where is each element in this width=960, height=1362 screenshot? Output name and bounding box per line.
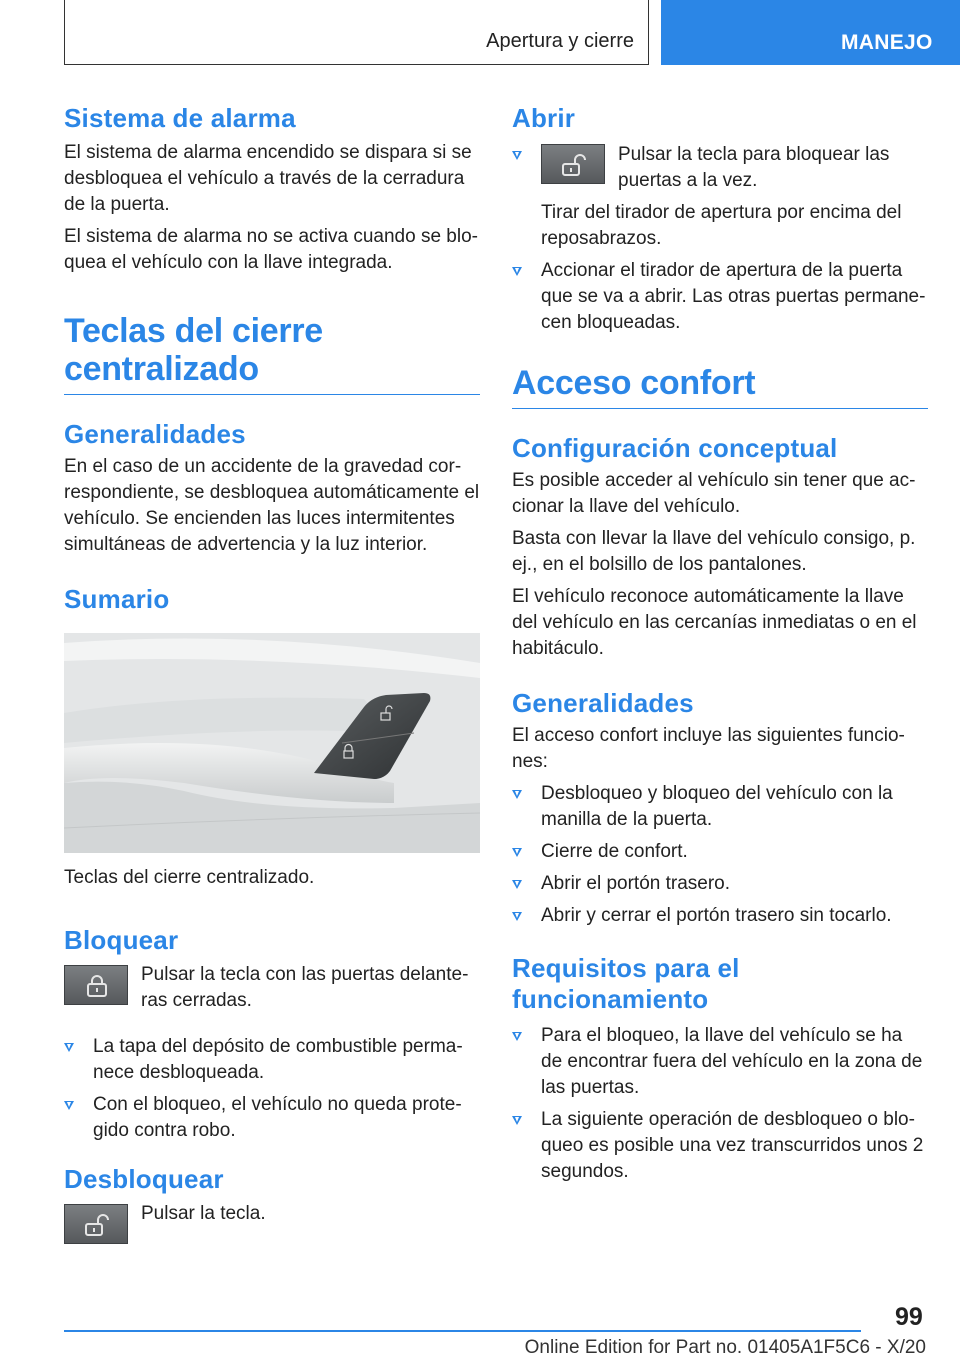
open-instruction-2: Tirar del tirador de apertura por encima del reposabrazos. — [541, 202, 902, 249]
list-item: La tapa del depósito de combustible permanece desbloqueada. — [64, 1034, 480, 1086]
heading-unlock: Desbloquear — [64, 1164, 224, 1194]
bullet-triangle-icon — [512, 151, 522, 160]
paragraph-concept-3: El vehículo reconoce automáticamente la llave del vehículo en las cercanías inmediatas o en el habitáculo. — [512, 586, 917, 659]
paragraph-concept-1: Es posible acceder al vehículo sin tener que accionar la llave del vehículo. — [512, 470, 916, 517]
footer-edition: Online Edition for Part no. 01405A1F5C6 - X/20 — [524, 1337, 926, 1358]
lock-key-row — [64, 962, 480, 1014]
open-instruction: Pulsar la tecla para bloquear las puertas a la vez. — [618, 144, 890, 191]
list-item: Para el bloqueo, la llave del vehículo se ha de encontrar fuera del vehículo en la zona de las puertas. — [512, 1023, 928, 1101]
heading-requirements: Requisitos para el funcionamiento — [512, 953, 740, 1014]
paragraph-general: En el caso de un accidente de la gravedad correspondiente, se desbloquea automáticamente el vehículo. Se encienden las luces intermitentes simultáneas de advertencia y la luz interior. — [64, 456, 480, 555]
right-column — [512, 103, 928, 1185]
list-item — [512, 142, 928, 252]
list-item: Accionar el tirador de apertura de la puerta que se va a abrir. Las otras puertas permanecen bloqueadas. — [512, 258, 928, 336]
unlock-key-row — [64, 1201, 480, 1243]
heading-lock: Bloquear — [64, 925, 179, 955]
heading-central-locking-keys: Teclas del cierre centralizado — [64, 312, 480, 395]
unlock-instruction: Pulsar la tecla. — [141, 1203, 266, 1224]
bullet-triangle-icon — [512, 1032, 522, 1041]
bullet-triangle-icon — [512, 790, 522, 799]
paragraph-alarm-1: El sistema de alarma encendido se dispara si se desbloquea el vehículo a través de la cerradura de la puerta. — [64, 142, 472, 215]
page-number: 99 — [895, 1303, 923, 1331]
paragraph-alarm-2: El sistema de alarma no se activa cuando se bloquea el vehículo con la llave integrada. — [64, 226, 478, 273]
header-frame — [64, 0, 649, 65]
lock-closed-icon — [64, 965, 128, 1005]
lock-open-icon — [541, 144, 605, 184]
heading-general: Generalidades — [64, 419, 246, 449]
bullet-triangle-icon — [512, 267, 522, 276]
header-section-title: Apertura y cierre — [486, 30, 634, 52]
bullet-triangle-icon — [64, 1101, 74, 1110]
heading-comfort-access: Acceso confort — [512, 364, 928, 409]
bullet-triangle-icon — [64, 1043, 74, 1052]
lock-instruction: Pulsar la tecla con las puertas delanteras cerradas. — [141, 964, 469, 1011]
list-item: Con el bloqueo, el vehículo no queda protegido contra robo. — [64, 1092, 480, 1144]
left-column — [64, 103, 480, 1243]
heading-general-2: Generalidades — [512, 688, 694, 718]
bullet-triangle-icon — [512, 912, 522, 921]
photo-caption: Teclas del cierre centralizado. — [64, 867, 315, 888]
heading-alarm: Sistema de alarma — [64, 103, 296, 133]
lock-open-icon — [64, 1204, 128, 1244]
footer-divider — [64, 1330, 861, 1332]
paragraph-general-2: El acceso confort incluye las siguientes funciones: — [512, 725, 905, 772]
paragraph-concept-2: Basta con llevar la llave del vehículo consigo, p. ej., en el bolsillo de los pantalones. — [512, 528, 916, 575]
list-item: Abrir el portón trasero. — [512, 871, 928, 897]
heading-open: Abrir — [512, 103, 576, 133]
list-item: La siguiente operación de desbloqueo o bloqueo es posible una vez transcurridos unos 2 segundos. — [512, 1107, 928, 1185]
list-item: Abrir y cerrar el portón trasero sin tocarlo. — [512, 903, 928, 929]
bullet-triangle-icon — [512, 1116, 522, 1125]
bullet-triangle-icon — [512, 880, 522, 889]
list-item: Cierre de confort. — [512, 839, 928, 865]
header-chapter-tab: MANEJO — [661, 0, 960, 65]
heading-summary: Sumario — [64, 584, 170, 614]
bullet-triangle-icon — [512, 848, 522, 857]
door-panel-photo — [64, 633, 480, 853]
list-item: Desbloqueo y bloqueo del vehículo con la manilla de la puerta. — [512, 781, 928, 833]
heading-concept: Configuración conceptual — [512, 433, 838, 463]
